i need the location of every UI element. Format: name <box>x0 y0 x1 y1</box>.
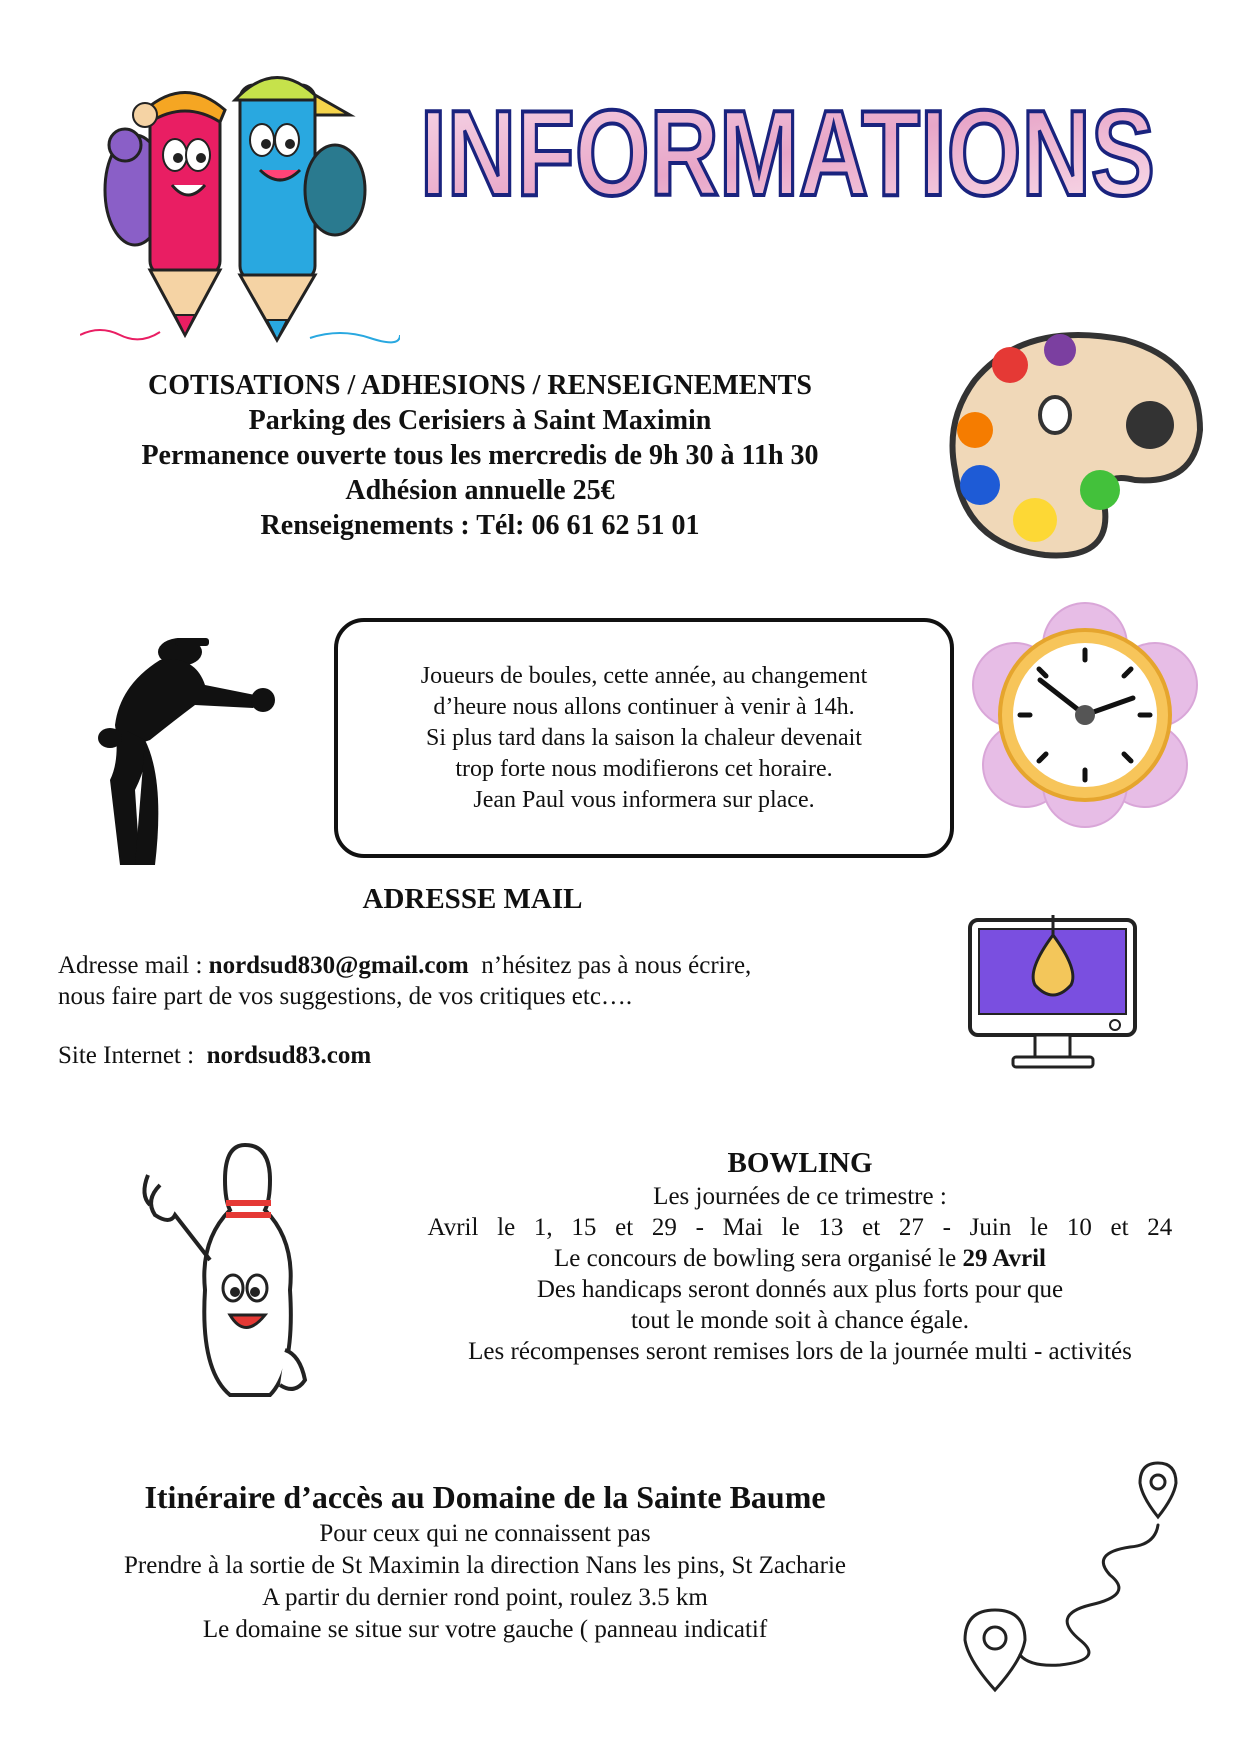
cotisations-line: Parking des Cerisiers à Saint Maximin <box>248 405 712 436</box>
bowling-dates: Avril le 1, 15 et 29 - Mai le 13 et 27 - Juin le 10 et 24 <box>427 1214 1173 1241</box>
bowling-heading: BOWLING <box>727 1147 873 1179</box>
bowling-intro: Les journées de ce trimestre : <box>653 1183 947 1210</box>
petanque-player-icon <box>65 630 285 870</box>
page-title <box>415 55 1175 235</box>
itineraire-block <box>40 1476 930 1646</box>
route-map-icon <box>960 1455 1190 1695</box>
itineraire-heading: Itinéraire d’accès au Domaine de la Sainte Baume <box>144 1479 826 1515</box>
mail-heading: ADRESSE MAIL <box>362 883 583 915</box>
bowling-pin-icon <box>130 1140 350 1405</box>
cotisations-heading: COTISATIONS / ADHESIONS / RENSEIGNEMENTS <box>148 370 812 401</box>
bowling-block <box>400 1145 1200 1367</box>
bowling-line: Les récompenses seront remises lors de la journée multi - activités <box>468 1338 1132 1365</box>
svg-text:INFORMATIONS: INFORMATIONS <box>420 85 1155 221</box>
cotisations-line: Adhésion annuelle 25€ <box>345 475 615 506</box>
bowling-contest: Le concours de bowling sera organisé le 29 Avril <box>554 1245 1046 1272</box>
mail-text <box>58 950 938 1012</box>
boules-line: Jean Paul vous informera sur place. <box>473 786 815 813</box>
itineraire-line: Prendre à la sortie de St Maximin la direction Nans les pins, St Zacharie <box>123 1552 847 1579</box>
cotisations-line: Renseignements : Tél: 06 61 62 51 01 <box>260 510 700 541</box>
mail-prefix: Adresse mail : <box>58 952 209 979</box>
itineraire-line: Pour ceux qui ne connaissent pas <box>319 1520 651 1547</box>
boules-line: Si plus tard dans la saison la chaleur devenait <box>426 724 862 751</box>
computer-monitor-icon <box>965 915 1140 1080</box>
mail-suffix: n’hésitez pas à nous écrire, <box>468 952 752 979</box>
itineraire-line: Le domaine se situe sur votre gauche ( panneau indicatif <box>202 1616 768 1643</box>
cotisations-block <box>40 368 920 543</box>
bowling-line: Des handicaps seront donnés aux plus forts pour que <box>536 1276 1064 1303</box>
cartoon-pencils-icon <box>80 40 400 350</box>
clock-icon <box>965 600 1205 835</box>
bowling-line: tout le monde soit à chance égale. <box>630 1307 970 1334</box>
itineraire-line: A partir du dernier rond point, roulez 3.5 km <box>262 1584 708 1611</box>
boules-line: trop forte nous modifierons cet horaire. <box>455 755 833 782</box>
site-link[interactable]: nordsud83.com <box>206 1042 372 1069</box>
site-label: Site Internet : <box>58 1042 207 1069</box>
email-link[interactable]: nordsud830@gmail.com <box>208 952 469 979</box>
boules-notice <box>334 618 954 858</box>
cotisations-line: Permanence ouverte tous les mercredis de 9h 30 à 11h 30 <box>141 440 819 471</box>
boules-line: d’heure nous allons continuer à venir à 14h. <box>433 693 855 720</box>
website <box>58 1042 658 1070</box>
paint-palette-icon <box>935 320 1215 570</box>
boules-line: Joueurs de boules, cette année, au changement <box>420 662 868 689</box>
mail-line-2: nous faire part de vos suggestions, de vos critiques etc…. <box>58 983 633 1010</box>
